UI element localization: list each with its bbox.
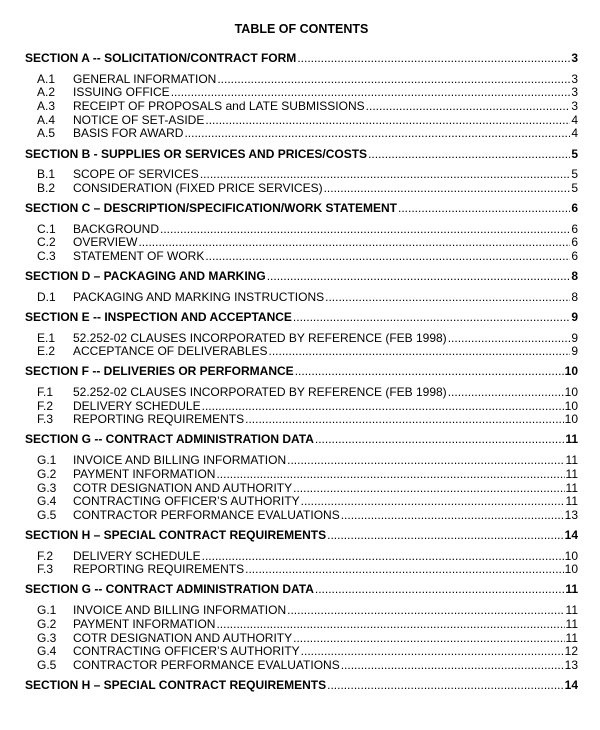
- subsection-code: G.3: [37, 480, 57, 495]
- subsection-code: G.4: [37, 494, 57, 509]
- subsection-title: REPORTING REQUIREMENTS: [73, 412, 245, 427]
- dot-leader: [315, 583, 564, 597]
- subsection-page-number: 11: [565, 630, 578, 645]
- section-page-number: 8: [571, 269, 578, 284]
- dot-leader: [448, 386, 564, 400]
- section-page-number: 9: [571, 309, 578, 324]
- subsection-page-number: 6: [571, 235, 578, 250]
- subsection-code: G.3: [37, 630, 57, 645]
- subsection-code: B.2: [37, 180, 56, 195]
- subsection-title: CONTRACTING OFFICER’S AUTHORITY: [73, 494, 300, 509]
- subsection-page-number: 3: [571, 71, 578, 86]
- subsection-title: CONTRACTING OFFICER’S AUTHORITY: [73, 644, 300, 659]
- subsection-code: D.1: [37, 289, 56, 304]
- subsection-title: REPORTING REQUIREMENTS: [73, 562, 245, 577]
- toc-section-entry[interactable]: [25, 202, 578, 216]
- subsection-title: DELIVERY SCHEDULE: [73, 398, 201, 413]
- subsection-title: PACKAGING AND MARKING INSTRUCTIONS: [73, 289, 325, 304]
- dot-leader: [327, 679, 564, 693]
- subsection-code: F.1: [37, 385, 54, 400]
- subsection-page-number: 5: [571, 180, 578, 195]
- subsection-title: 52.252-02 CLAUSES INCORPORATED BY REFERENCE (FEB 1998): [73, 385, 447, 400]
- dot-leader: [287, 604, 564, 618]
- subsection-code: C.2: [37, 235, 56, 250]
- subsection-page-number: 11: [565, 494, 578, 509]
- dot-leader: [341, 509, 564, 523]
- section-title: SECTION E -- INSPECTION AND ACCEPTANCE: [25, 309, 292, 324]
- toc-subsection-entry[interactable]: [25, 645, 578, 659]
- dot-leader: [200, 168, 571, 182]
- toc-subsection-entry[interactable]: [25, 100, 578, 114]
- dot-leader: [301, 645, 564, 659]
- subsection-code: G.4: [37, 644, 57, 659]
- subsection-title: RECEIPT OF PROPOSALS and LATE SUBMISSIONS: [73, 99, 365, 114]
- section-page-number: 14: [564, 527, 578, 542]
- subsection-page-number: 4: [571, 126, 578, 141]
- toc-subsection-entry[interactable]: [25, 495, 578, 509]
- dot-leader: [327, 529, 564, 543]
- section-title: SECTION B - SUPPLIES OR SERVICES AND PRICES/COSTS: [25, 146, 368, 161]
- subsection-code: E.1: [37, 330, 56, 345]
- subsection-code: A.4: [37, 112, 56, 127]
- toc-subsection-entry[interactable]: [25, 386, 578, 400]
- subsection-page-number: 12: [564, 644, 578, 659]
- toc-subsection-entry[interactable]: [25, 223, 578, 237]
- subsection-page-number: 11: [565, 453, 578, 468]
- dot-leader: [341, 659, 564, 673]
- toc-subsection-entry[interactable]: [25, 618, 578, 632]
- subsection-page-number: 10: [564, 385, 578, 400]
- toc-subsection-entry[interactable]: [25, 550, 578, 564]
- subsection-page-number: 13: [564, 657, 578, 672]
- dot-leader: [368, 148, 570, 162]
- toc-section-entry[interactable]: [25, 529, 578, 543]
- subsection-page-number: 10: [564, 562, 578, 577]
- section-title: SECTION D – PACKAGING AND MARKING: [25, 269, 266, 284]
- toc-subsection-entry[interactable]: [25, 250, 578, 264]
- toc-subsection-entry[interactable]: [25, 345, 578, 359]
- subsection-page-number: 8: [571, 289, 578, 304]
- subsection-code: A.3: [37, 99, 56, 114]
- subsection-title: CONTRACTOR PERFORMANCE EVALUATIONS: [73, 507, 340, 522]
- subsection-page-number: 10: [564, 548, 578, 563]
- toc-section-entry[interactable]: [25, 679, 578, 693]
- toc-subsection-entry[interactable]: [25, 236, 578, 250]
- section-page-number: 5: [571, 146, 578, 161]
- subsection-page-number: 11: [565, 603, 578, 618]
- subsection-page-number: 11: [565, 616, 578, 631]
- section-title: SECTION H – SPECIAL CONTRACT REQUIREMENTS: [25, 677, 327, 692]
- subsection-code: B.1: [37, 167, 56, 182]
- dot-leader: [217, 73, 570, 87]
- subsection-code: A.1: [37, 71, 56, 86]
- dot-leader: [293, 632, 564, 646]
- subsection-code: G.1: [37, 453, 57, 468]
- toc-subsection-entry[interactable]: [25, 468, 578, 482]
- subsection-code: F.3: [37, 562, 54, 577]
- toc-subsection-entry[interactable]: [25, 632, 578, 646]
- toc-subsection-entry[interactable]: [25, 454, 578, 468]
- subsection-title: STATEMENT OF WORK: [73, 249, 205, 264]
- subsection-code: C.1: [37, 221, 56, 236]
- toc-subsection-entry[interactable]: [25, 563, 578, 577]
- subsection-page-number: 10: [564, 398, 578, 413]
- subsection-title: COTR DESIGNATION AND AUTHORITY: [73, 480, 293, 495]
- toc-section-entry[interactable]: [25, 311, 578, 325]
- toc-subsection-entry[interactable]: [25, 114, 578, 128]
- toc-subsection-entry[interactable]: [25, 332, 578, 346]
- dot-leader: [216, 618, 564, 632]
- subsection-title: BASIS FOR AWARD: [73, 126, 184, 141]
- dot-leader: [325, 291, 570, 305]
- subsection-code: E.2: [37, 344, 56, 359]
- dot-leader: [205, 114, 570, 128]
- subsection-code: G.5: [37, 507, 57, 522]
- subsection-code: G.2: [37, 616, 57, 631]
- section-page-number: 3: [571, 51, 578, 65]
- dot-leader: [448, 332, 571, 346]
- toc-section-entry[interactable]: [25, 52, 578, 66]
- dot-leader: [245, 413, 564, 427]
- subsection-title: GENERAL INFORMATION: [73, 71, 217, 86]
- toc-subsection-entry[interactable]: [25, 659, 578, 673]
- section-title: SECTION H – SPECIAL CONTRACT REQUIREMENTS: [25, 527, 327, 542]
- toc-subsection-entry[interactable]: [25, 73, 578, 87]
- subsection-code: G.2: [37, 466, 57, 481]
- dot-leader: [267, 270, 571, 284]
- subsection-title: OVERVIEW: [73, 235, 138, 250]
- subsection-code: F.2: [37, 398, 54, 413]
- dot-leader: [301, 495, 565, 509]
- dot-leader: [297, 52, 570, 66]
- document-title: TABLE OF CONTENTS: [234, 22, 369, 36]
- section-page-number: 11: [565, 432, 578, 447]
- toc-subsection-entry[interactable]: [25, 604, 578, 618]
- subsection-page-number: 11: [565, 480, 578, 495]
- dot-leader: [287, 454, 564, 468]
- section-page-number: 10: [564, 364, 578, 379]
- toc-section-entry[interactable]: [25, 148, 578, 162]
- toc-subsection-entry[interactable]: [25, 400, 578, 414]
- subsection-code: A.2: [37, 85, 56, 100]
- subsection-title: BACKGROUND: [73, 221, 160, 236]
- dot-leader: [366, 100, 571, 114]
- subsection-title: COTR DESIGNATION AND AUTHORITY: [73, 630, 293, 645]
- dot-leader: [293, 482, 564, 496]
- toc-subsection-entry[interactable]: [25, 182, 578, 196]
- subsection-page-number: 9: [571, 344, 578, 359]
- dot-leader: [205, 250, 570, 264]
- dot-leader: [160, 223, 570, 237]
- subsection-code: F.2: [37, 548, 54, 563]
- dot-leader: [324, 182, 571, 196]
- dot-leader: [293, 311, 570, 325]
- subsection-page-number: 6: [571, 221, 578, 236]
- section-title: SECTION G -- CONTRACT ADMINISTRATION DATA: [25, 582, 314, 597]
- toc-section-entry[interactable]: [25, 433, 578, 447]
- section-title: SECTION G -- CONTRACT ADMINISTRATION DATA: [25, 432, 314, 447]
- toc-section-entry[interactable]: [25, 270, 578, 284]
- dot-leader: [202, 400, 564, 414]
- subsection-title: INVOICE AND BILLING INFORMATION: [73, 453, 287, 468]
- section-title: SECTION A -- SOLICITATION/CONTRACT FORM: [25, 51, 297, 65]
- subsection-page-number: 6: [571, 249, 578, 264]
- section-title: SECTION C – DESCRIPTION/SPECIFICATION/WORK STATEMENT: [25, 200, 398, 215]
- subsection-page-number: 10: [564, 412, 578, 427]
- dot-leader: [269, 345, 571, 359]
- subsection-page-number: 11: [565, 466, 578, 481]
- subsection-page-number: 3: [571, 85, 578, 100]
- subsection-page-number: 5: [571, 167, 578, 182]
- dot-leader: [216, 468, 564, 482]
- subsection-title: PAYMENT INFORMATION: [73, 616, 216, 631]
- subsection-page-number: 3: [571, 99, 578, 114]
- dot-leader: [171, 86, 571, 100]
- subsection-code: A.5: [37, 126, 56, 141]
- subsection-page-number: 4: [571, 112, 578, 127]
- dot-leader: [245, 563, 564, 577]
- dot-leader: [184, 127, 570, 141]
- dot-leader: [202, 550, 564, 564]
- toc-subsection-entry[interactable]: [25, 509, 578, 523]
- subsection-title: DELIVERY SCHEDULE: [73, 548, 201, 563]
- subsection-title: 52.252-02 CLAUSES INCORPORATED BY REFERENCE (FEB 1998): [73, 330, 447, 345]
- subsection-title: SCOPE OF SERVICES: [73, 167, 199, 182]
- table-of-contents: [25, 52, 578, 693]
- subsection-title: PAYMENT INFORMATION: [73, 466, 216, 481]
- dot-leader: [138, 236, 570, 250]
- subsection-page-number: 9: [571, 330, 578, 345]
- dot-leader: [315, 433, 564, 447]
- subsection-title: CONTRACTOR PERFORMANCE EVALUATIONS: [73, 657, 340, 672]
- toc-subsection-entry[interactable]: [25, 482, 578, 496]
- toc-section-entry[interactable]: [25, 583, 578, 597]
- section-page-number: 11: [565, 582, 578, 597]
- toc-subsection-entry[interactable]: [25, 127, 578, 141]
- subsection-title: CONSIDERATION (FIXED PRICE SERVICES): [73, 180, 323, 195]
- section-page-number: 14: [564, 677, 578, 692]
- toc-section-entry[interactable]: [25, 365, 578, 379]
- section-page-number: 6: [571, 200, 578, 215]
- subsection-code: G.5: [37, 657, 57, 672]
- subsection-title: NOTICE OF SET-ASIDE: [73, 112, 205, 127]
- subsection-title: ISSUING OFFICE: [73, 85, 170, 100]
- dot-leader: [295, 365, 564, 379]
- subsection-title: ACCEPTANCE OF DELIVERABLES: [73, 344, 268, 359]
- subsection-code: C.3: [37, 249, 56, 264]
- subsection-code: G.1: [37, 603, 57, 618]
- toc-subsection-entry[interactable]: [25, 86, 578, 100]
- subsection-page-number: 13: [564, 507, 578, 522]
- dot-leader: [398, 202, 570, 216]
- subsection-code: F.3: [37, 412, 54, 427]
- toc-subsection-entry[interactable]: [25, 168, 578, 182]
- section-title: SECTION F -- DELIVERIES OR PERFORMANCE: [25, 364, 294, 379]
- subsection-title: INVOICE AND BILLING INFORMATION: [73, 603, 287, 618]
- toc-subsection-entry[interactable]: [25, 291, 578, 305]
- toc-subsection-entry[interactable]: [25, 413, 578, 427]
